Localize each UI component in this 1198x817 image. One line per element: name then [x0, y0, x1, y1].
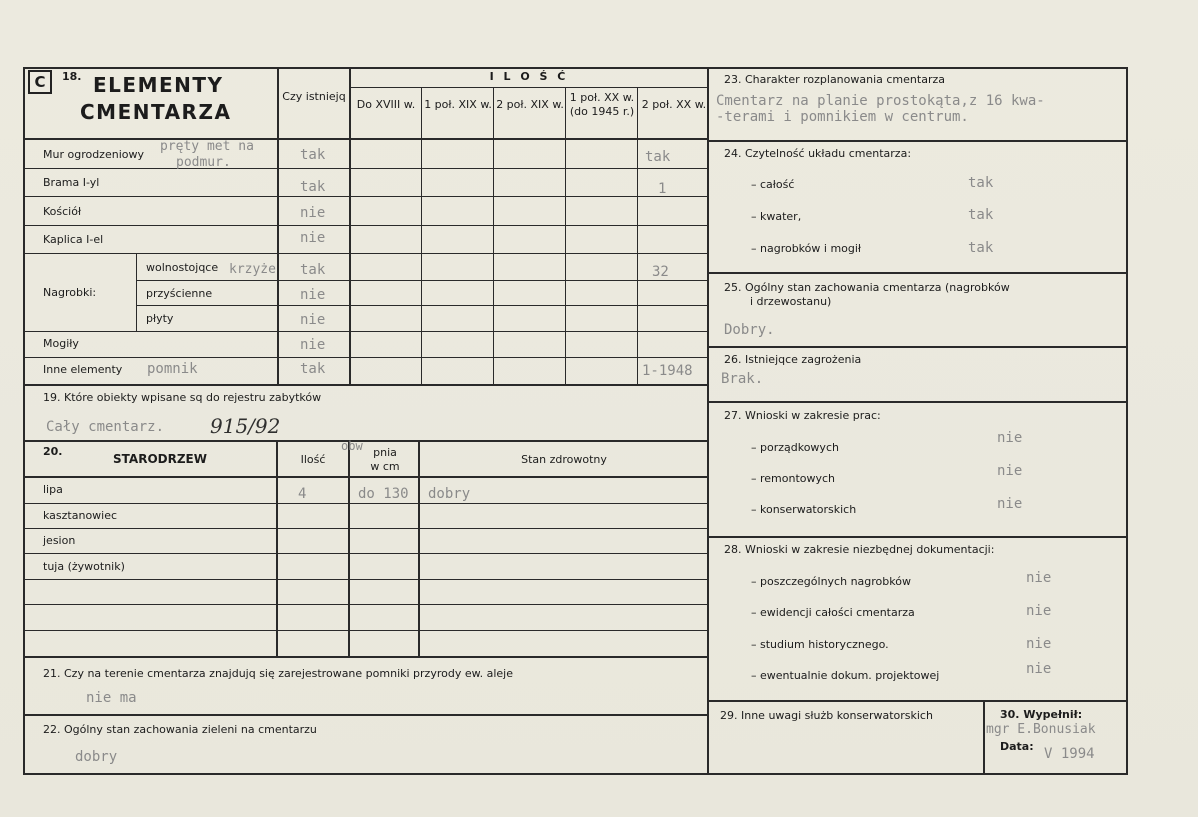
s21-label: 21. Czy na terenie cmentarza znajdujq się zarejestrowane pomniki przyrody ew. aleje — [43, 667, 513, 680]
s30-date-label: Data: — [1000, 740, 1034, 753]
s18-header-bottom — [23, 138, 709, 140]
s23-line2: -terami i pomnikiem w centrum. — [716, 109, 969, 125]
s24-value-kwater: tak — [968, 207, 994, 223]
kaplica-czy: nie — [300, 230, 326, 246]
brama-2xx: 1 — [658, 181, 667, 197]
ilosc-underline — [350, 87, 708, 88]
s20-ilosc-header: Ilość — [300, 453, 326, 466]
s18-col-xviii — [349, 67, 351, 385]
przyscienne-czy: nie — [300, 287, 326, 303]
wolnostojace-2xx: 32 — [652, 264, 669, 280]
s22-label: 22. Ogólny stan zachowania zieleni na cmentarzu — [43, 723, 317, 736]
s20-pnia-header: pnia — [373, 446, 397, 459]
s19-bottom — [23, 440, 709, 442]
s30-name: mgr E.Bonusiak — [986, 722, 1096, 737]
s18-col-1xix — [421, 87, 422, 385]
row-line — [23, 357, 708, 358]
s20-row-line — [23, 579, 708, 580]
col-header-2-xx: 2 poł. XX w. — [641, 98, 707, 111]
s27-item-porzadkowych: – porządkowych — [751, 441, 839, 454]
kosciol-czy: nie — [300, 205, 326, 221]
s20-row-line — [23, 553, 708, 554]
s18-col-2xx — [637, 87, 638, 385]
row-label-kaplica: Kaplica I-el — [43, 233, 104, 246]
s18-col-1xx — [565, 87, 566, 385]
s20-row-line — [23, 630, 708, 631]
s18-title-line1: ELEMENTY — [93, 73, 224, 97]
nagrobki-wolnostojace: wolnostojqce — [146, 261, 219, 274]
inne-2xx: 1-1948 — [642, 363, 693, 379]
wolnostojace-czy: tak — [300, 262, 326, 278]
s20-wcm-header: w cm — [370, 460, 400, 473]
tree-name-kasztanowiec: kasztanowiec — [43, 509, 118, 522]
s20-title: STARODRZEW — [113, 452, 207, 466]
s20-header-bottom — [23, 476, 709, 478]
mur-note-line1: pręty met na — [160, 139, 254, 154]
s29-s30-divider — [983, 700, 985, 775]
s23-line1: Cmentarz na planie prostokąta,z 16 kwa- — [716, 93, 1045, 109]
s24-item-nagrobkow: – nagrobków i mogił — [751, 242, 862, 255]
s27-value-porzadkowych: nie — [997, 430, 1023, 446]
s19-typed-value: Cały cmentarz. — [46, 419, 165, 435]
inne-note: pomnik — [147, 361, 198, 377]
row-label-brama: Brama I-yl — [43, 176, 100, 189]
s27-value-remontowych: nie — [997, 463, 1023, 479]
row-line — [23, 196, 708, 197]
nagrobki-przyscienne: przyścienne — [146, 287, 213, 300]
s24-value-nagrobkow: tak — [968, 240, 994, 256]
mogily-czy: nie — [300, 337, 326, 353]
s20-obw-typed: obw — [341, 439, 363, 453]
s25-label-line2: i drzewostanu) — [750, 295, 832, 308]
s24-bottom — [707, 272, 1128, 274]
s27-value-konserwatorskich: nie — [997, 496, 1023, 512]
col-header-1-xx: 1 poł. XX w. (do 1945 r.) — [569, 91, 635, 118]
s28-item-projektowej: – ewentualnie dokum. projektowej — [751, 669, 940, 682]
czy-istnieja-header: Czy istniejq — [282, 90, 346, 103]
s18-bottom — [23, 384, 709, 386]
row-line — [136, 280, 708, 281]
s20-row-line — [23, 604, 708, 605]
s22-value: dobry — [75, 749, 118, 765]
form-letter-box: C — [28, 70, 52, 94]
row-line — [136, 305, 708, 306]
s27-bottom — [707, 536, 1128, 538]
tree-name-lipa: lipa — [43, 483, 63, 496]
mur-czy: tak — [300, 147, 326, 163]
lipa-obwod: do 130 — [358, 486, 409, 502]
s20-row-line — [23, 503, 708, 504]
s28-value-projektowej: nie — [1026, 661, 1052, 677]
s18-col-2xix — [493, 87, 494, 385]
col-header-xviii: Do XVIII w. — [356, 98, 416, 111]
s23-bottom — [707, 140, 1128, 142]
s23-label: 23. Charakter rozplanowania cmentarza — [724, 73, 945, 86]
s25-bottom — [707, 346, 1128, 348]
row-label-inne: Inne elementy — [43, 363, 123, 376]
plyty-czy: nie — [300, 312, 326, 328]
s20-col-stan — [418, 440, 420, 657]
inne-czy: tak — [300, 361, 326, 377]
row-line — [23, 331, 708, 332]
s24-label: 24. Czytelność układu cmentarza: — [724, 147, 912, 160]
s27-item-konserwatorskich: – konserwatorskich — [751, 503, 857, 516]
row-line — [23, 225, 708, 226]
s28-item-ewidencji: – ewidencji całości cmentarza — [751, 606, 915, 619]
s27-label: 27. Wnioski w zakresie prac: — [724, 409, 881, 422]
s30-date-value: V 1994 — [1044, 746, 1095, 762]
s19-handwritten-number: 915/92 — [210, 414, 281, 438]
row-label-mogily: Mogiły — [43, 337, 79, 350]
s28-item-nagrobkow: – poszczególnych nagrobków — [751, 575, 911, 588]
s28-item-studium: – studium historycznego. — [751, 638, 889, 651]
s20-col-obw — [348, 440, 350, 657]
s18-col-czy — [277, 67, 279, 385]
row-label-nagrobki: Nagrobki: — [43, 286, 97, 299]
s20-col-ilosc — [276, 440, 278, 657]
s19-label: 19. Które obiekty wpisane sq do rejestru zabytków — [43, 391, 322, 404]
col-header-1-xix: 1 poł. XIX w. — [424, 98, 492, 111]
s25-label-line1: 25. Ogólny stan zachowania cmentarza (nagrobków — [724, 281, 1010, 294]
nagrobki-divider — [136, 253, 137, 331]
s26-value: Brak. — [721, 371, 764, 387]
ilosc-header: I L O Ś Ć — [489, 70, 569, 83]
s18-number: 18. — [62, 70, 82, 83]
s28-bottom — [707, 700, 1128, 702]
s21-value: nie ma — [86, 690, 137, 706]
row-label-mur: Mur ogrodzeniowy — [43, 148, 144, 161]
lipa-stan: dobry — [428, 486, 471, 502]
s20-stan-header: Stan zdrowotny — [521, 453, 607, 466]
s24-item-calosc: – całość — [751, 178, 795, 191]
nagrobki-plyty: płyty — [146, 312, 174, 325]
s28-value-studium: nie — [1026, 636, 1052, 652]
row-line — [23, 253, 708, 254]
s26-label: 26. Istniejqce zagrożenia — [724, 353, 862, 366]
row-label-kosciol: Kościół — [43, 205, 82, 218]
s29-label: 29. Inne uwagi służb konserwatorskich — [720, 709, 933, 722]
s25-value: Dobry. — [724, 322, 775, 338]
s28-value-ewidencji: nie — [1026, 603, 1052, 619]
mur-2xx: tak — [645, 149, 671, 165]
s28-label: 28. Wnioski w zakresie niezbędnej dokumentacji: — [724, 543, 995, 556]
s21-bottom — [23, 714, 709, 716]
col-header-2-xix: 2 poł. XIX w. — [496, 98, 564, 111]
s28-value-nagrobkow: nie — [1026, 570, 1052, 586]
s20-number: 20. — [43, 445, 63, 458]
mur-note-line2: podmur. — [176, 155, 231, 170]
wolnostojace-note: krzyże — [229, 262, 276, 277]
s20-row-line — [23, 528, 708, 529]
s30-label: 30. Wypełnił: — [1000, 708, 1083, 721]
tree-name-jesion: jesion — [43, 534, 76, 547]
frame-top — [23, 67, 1128, 69]
column-divider — [707, 67, 709, 775]
s26-bottom — [707, 401, 1128, 403]
frame-right — [1126, 67, 1128, 775]
row-line — [23, 168, 708, 169]
s24-value-calosc: tak — [968, 175, 994, 191]
s27-item-remontowych: – remontowych — [751, 472, 836, 485]
frame-left — [23, 67, 25, 775]
s18-title-line2: CMENTARZA — [80, 100, 232, 124]
lipa-ilosc: 4 — [298, 486, 307, 502]
frame-bottom — [23, 773, 1128, 775]
s24-item-kwater: – kwater, — [751, 210, 802, 223]
brama-czy: tak — [300, 179, 326, 195]
s20-bottom — [23, 656, 709, 658]
tree-name-tuja: tuja (żywotnik) — [43, 560, 125, 573]
